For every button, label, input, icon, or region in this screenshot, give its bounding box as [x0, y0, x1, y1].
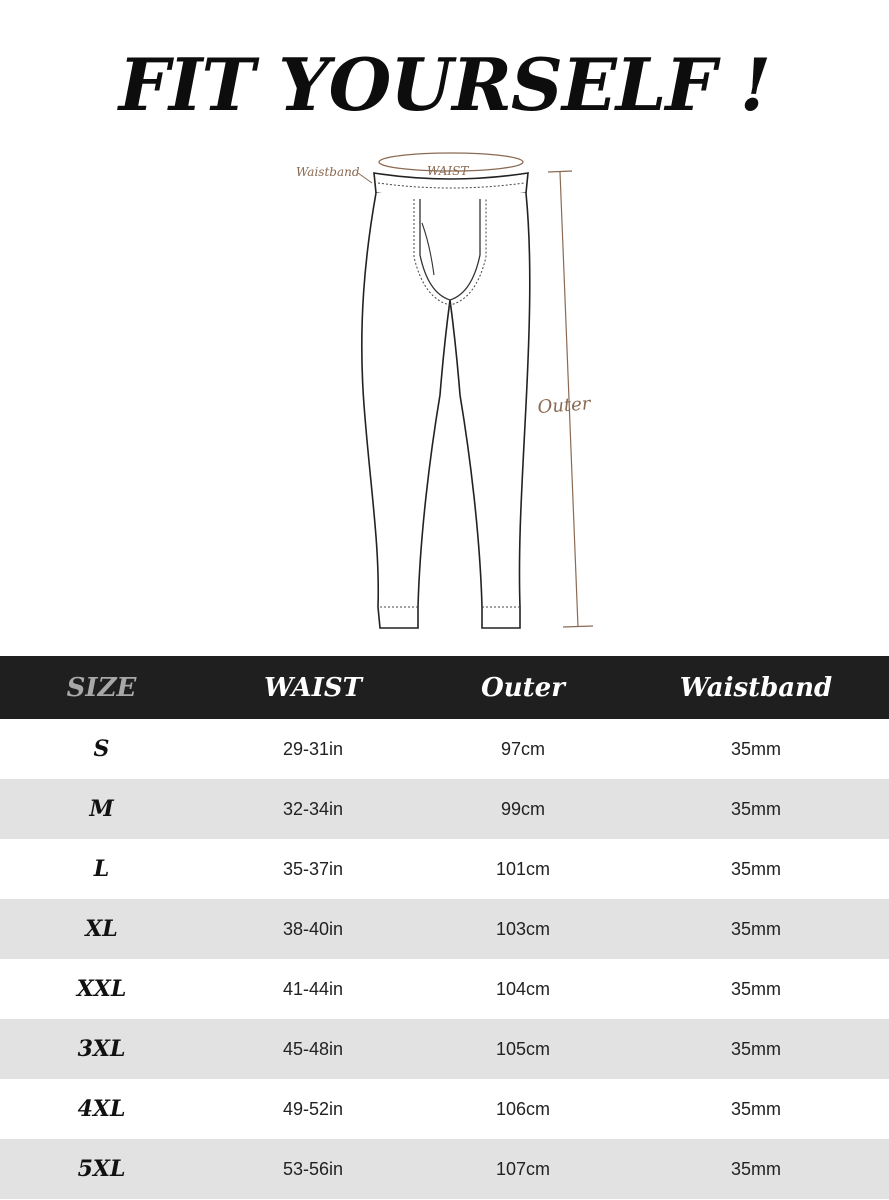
outer-cell: 99cm — [500, 798, 545, 819]
table-row — [0, 1019, 889, 1079]
table-row — [0, 839, 889, 899]
leggings-outline-icon — [280, 145, 620, 640]
outer-cell: 107cm — [495, 1158, 551, 1179]
waist-cell: 29-31in — [282, 738, 344, 759]
outer-label: Outer — [536, 393, 592, 418]
size-chart-table — [0, 656, 889, 1199]
table-row — [0, 899, 889, 959]
waistband-cell: 35mm — [730, 978, 781, 999]
waistband-cell: 35mm — [730, 918, 781, 939]
table-row — [0, 1139, 889, 1199]
waist-cell: 45-48in — [282, 1038, 344, 1059]
page-title: FIT YOURSELF ! — [118, 42, 771, 127]
waist-cell: 41-44in — [282, 978, 344, 999]
size-cell: M — [89, 796, 114, 822]
waist-label: WAIST — [427, 164, 469, 178]
waistband-label: Waistband — [296, 165, 360, 179]
waist-cell: 53-56in — [282, 1158, 344, 1179]
waistband-cell: 35mm — [730, 798, 781, 819]
waist-cell: 32-34in — [282, 798, 344, 819]
header-waist: WAIST — [264, 672, 362, 703]
header-outer: Outer — [481, 672, 565, 703]
waist-cell: 49-52in — [282, 1098, 344, 1119]
size-cell: XL — [85, 916, 118, 942]
size-cell: 4XL — [77, 1096, 126, 1122]
table-row — [0, 779, 889, 839]
outer-cell: 97cm — [500, 738, 545, 759]
size-cell: XXL — [76, 976, 127, 1002]
size-cell: 5XL — [77, 1156, 126, 1182]
size-cell: 3XL — [77, 1036, 126, 1062]
size-cell: L — [93, 856, 110, 882]
table-row — [0, 719, 889, 779]
size-cell: S — [93, 736, 110, 762]
waistband-cell: 35mm — [730, 738, 781, 759]
waistband-cell: 35mm — [730, 1098, 781, 1119]
waist-cell: 38-40in — [282, 918, 344, 939]
outer-cell: 103cm — [495, 918, 551, 939]
waist-cell: 35-37in — [282, 858, 344, 879]
waistband-cell: 35mm — [730, 1158, 781, 1179]
waistband-cell: 35mm — [730, 858, 781, 879]
table-row — [0, 1079, 889, 1139]
outer-cell: 104cm — [495, 978, 551, 999]
outer-cell: 101cm — [495, 858, 551, 879]
table-header — [0, 656, 889, 719]
outer-cell: 105cm — [495, 1038, 551, 1059]
table-row — [0, 959, 889, 1019]
outer-cell: 106cm — [495, 1098, 551, 1119]
leggings-diagram — [280, 145, 620, 640]
header-waistband: Waistband — [679, 672, 833, 703]
waistband-cell: 35mm — [730, 1038, 781, 1059]
header-size: SIZE — [66, 672, 137, 703]
